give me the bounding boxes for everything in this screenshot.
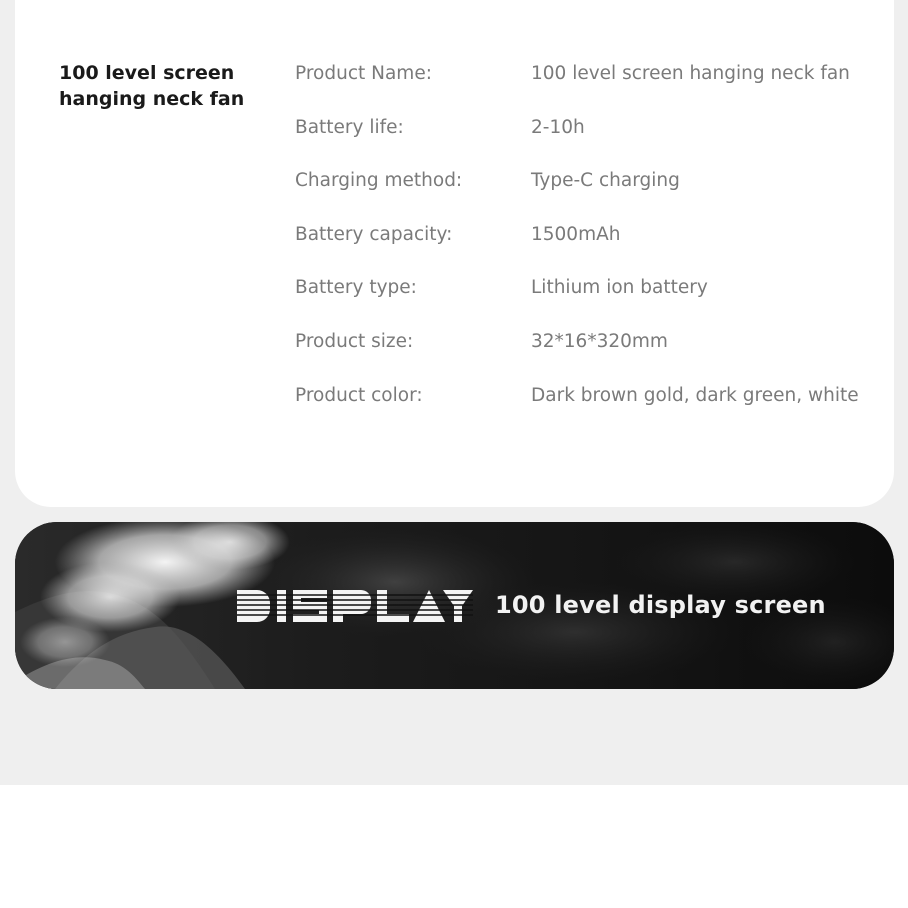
spec-value: 32*16*320mm [531, 330, 668, 352]
spec-value: Lithium ion battery [531, 277, 708, 299]
spec-label: Charging method: [295, 170, 463, 192]
spec-label: Product size: [295, 330, 414, 352]
spec-row [295, 221, 885, 275]
spec-row [295, 167, 885, 221]
display-logo [237, 590, 473, 622]
spec-label: Battery life: [295, 116, 404, 138]
spec-row [295, 328, 885, 382]
spec-label: Battery type: [295, 277, 417, 299]
spec-label: Product color: [295, 384, 423, 406]
spec-label: Battery capacity: [295, 223, 453, 245]
spec-row [295, 60, 885, 114]
spec-value: 2-10h [531, 116, 585, 138]
spec-value: Type-C charging [531, 170, 680, 192]
spec-row [295, 114, 885, 168]
spec-list [295, 60, 885, 435]
spec-value: Dark brown gold, dark green, white [531, 384, 859, 406]
product-title: 100 level screen hanging neck fan [59, 62, 245, 110]
banner-subtitle: 100 level display screen [495, 591, 826, 619]
spec-row [295, 382, 885, 436]
spec-value: 1500mAh [531, 223, 621, 245]
spec-value: 100 level screen hanging neck fan [531, 63, 850, 84]
spec-label: Product Name: [295, 63, 432, 84]
display-banner [15, 522, 894, 689]
spec-row [295, 274, 885, 328]
spec-card [15, 0, 894, 507]
